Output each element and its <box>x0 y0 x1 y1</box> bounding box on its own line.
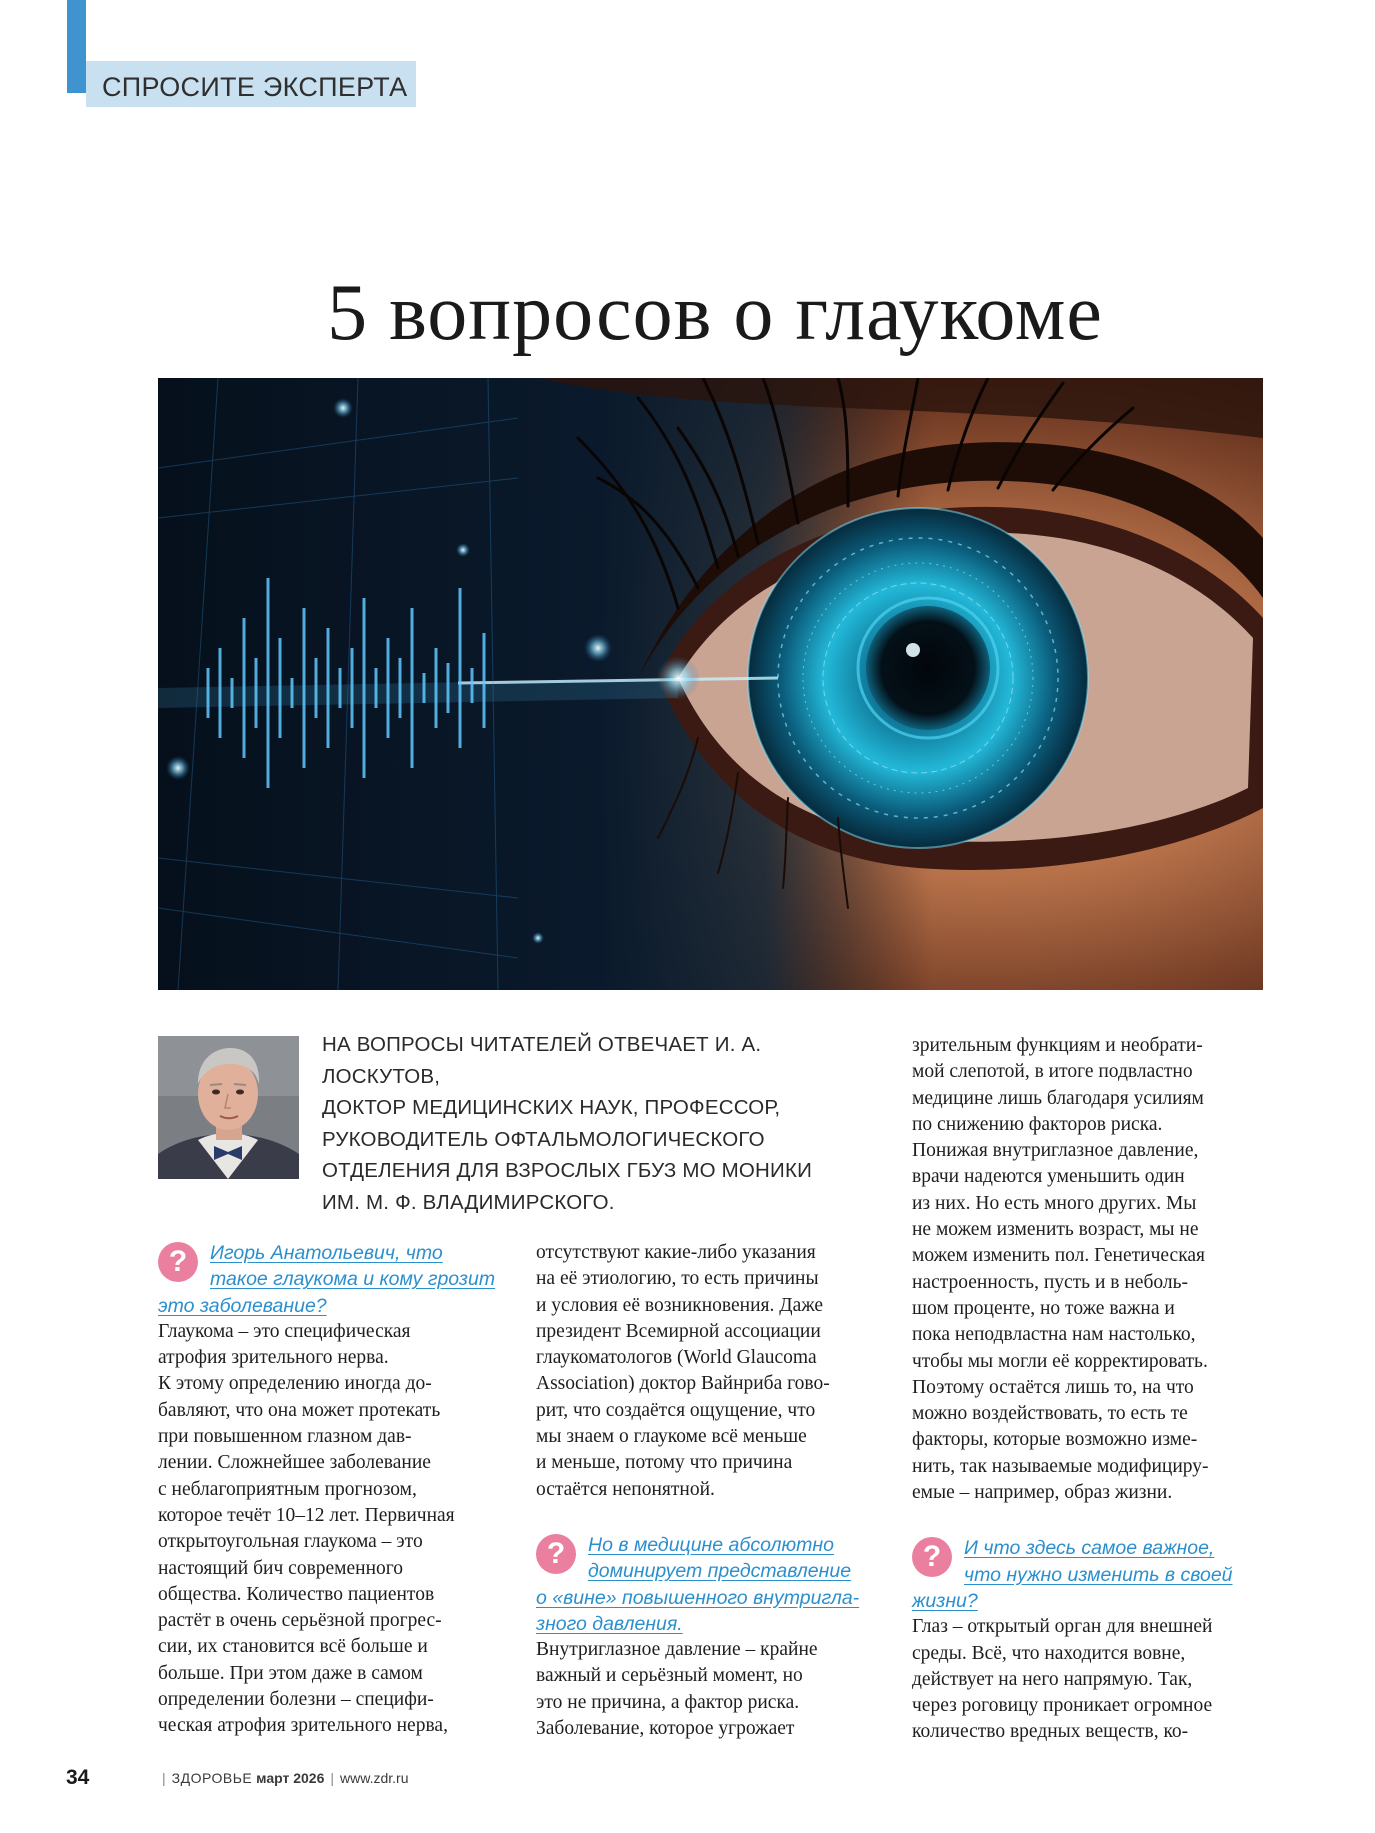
text-line: Поэтому остаётся лишь то, на что <box>912 1376 1194 1398</box>
text-line: из них. Но есть много других. Мы <box>912 1192 1197 1214</box>
question-3 <box>912 1535 1267 1614</box>
text-line: чтобы мы могли её корректировать. <box>912 1350 1208 1372</box>
question-line: Игорь Анатольевич, что <box>210 1242 443 1264</box>
magazine-name: ЗДОРОВЬЕ <box>171 1770 253 1786</box>
text-line: нить, так называемые модифициру- <box>912 1455 1209 1477</box>
text-line: бавляют, что она может протекать <box>158 1399 441 1421</box>
text-line: ческая атрофия зрительного нерва, <box>158 1715 448 1737</box>
text-line: через роговицу проникает огромное <box>912 1695 1213 1717</box>
question-line: о «вине» повышенного внутригла- <box>536 1586 860 1609</box>
text-column-2 <box>536 1240 886 1742</box>
text-line: медицине лишь благодаря усилиям <box>912 1087 1204 1109</box>
text-line: Заболевание, которое угрожает <box>536 1718 795 1740</box>
question-1 <box>158 1240 513 1319</box>
text-column-3 <box>912 1033 1267 1746</box>
text-line: можно воздействовать, то есть те <box>912 1403 1188 1425</box>
author-portrait <box>158 1036 299 1179</box>
text-line: атрофия зрительного нерва. <box>158 1347 389 1369</box>
text-line: важный и серьёзный момент, но <box>536 1665 803 1687</box>
text-line: остаётся непонятной. <box>536 1478 715 1500</box>
issue-date: март 2026 <box>256 1770 325 1786</box>
author-caption <box>322 1029 882 1218</box>
text-line: президент Всемирной ассоциации <box>536 1320 821 1342</box>
site-link[interactable]: www.zdr.ru <box>340 1770 409 1786</box>
text-line: Понижая внутриглазное давление, <box>912 1140 1199 1162</box>
question-line: И что здесь самое важное, <box>964 1537 1215 1560</box>
text-line: и условия её возникновения. Даже <box>536 1294 824 1316</box>
text-line: можем изменить пол. Генетическая <box>912 1245 1206 1267</box>
text-line: среды. Всё, что находится вовне, <box>912 1642 1186 1664</box>
text-line: сии, их становится всё больше и <box>158 1636 428 1658</box>
text-line: растёт в очень серьёзной прогрес- <box>158 1610 442 1632</box>
text-line: лении. Сложнейшее заболевание <box>158 1452 431 1474</box>
answer-2-continued <box>912 1033 1267 1506</box>
text-line: количество вредных веществ, ко- <box>912 1721 1189 1743</box>
text-line: Глаз – открытый орган для внешней <box>912 1616 1213 1638</box>
text-line: которое течёт 10–12 лет. Первичная <box>158 1504 455 1526</box>
answer-3 <box>912 1614 1267 1745</box>
text-line: емые – например, образ жизни. <box>912 1482 1173 1504</box>
caption-line: РУКОВОДИТЕЛЬ ОФТАЛЬМОЛОГИЧЕСКОГО <box>322 1127 765 1151</box>
text-line: по снижению факторов риска. <box>912 1113 1163 1135</box>
footer: | ЗДОРОВЬЕ март 2026 | www.zdr.ru <box>162 1770 409 1786</box>
caption-line: ДОКТОР МЕДИЦИНСКИХ НАУК, ПРОФЕССОР, <box>322 1096 781 1119</box>
caption-line: ИМ. М. Ф. ВЛАДИМИРСКОГО. <box>322 1190 615 1214</box>
text-line: общества. Количество пациентов <box>158 1583 435 1605</box>
answer-1-continued <box>536 1240 886 1503</box>
author-photo <box>158 1036 299 1179</box>
text-line: с неблагоприятным прогнозом, <box>158 1478 417 1500</box>
text-line: К этому определению иногда до- <box>158 1373 432 1395</box>
hero-image <box>158 378 1263 990</box>
text-column-1 <box>158 1240 513 1740</box>
question-mark-icon: ? <box>158 1242 198 1282</box>
text-line: действует на него напрямую. Так, <box>912 1668 1193 1690</box>
page-number: 34 <box>66 1766 90 1789</box>
caption-line: ОТДЕЛЕНИЯ ДЛЯ ВЗРОСЛЫХ ГБУЗ МО МОНИКИ <box>322 1159 813 1182</box>
text-line: мы знаем о глаукоме всё меньше <box>536 1426 807 1448</box>
text-line: настроенность, пусть и в неболь- <box>912 1271 1188 1293</box>
rubric-label: СПРОСИТЕ ЭКСПЕРТА <box>102 72 408 102</box>
text-line: врачи надеются уменьшить один <box>912 1166 1185 1188</box>
caption-line: НА ВОПРОСЫ ЧИТАТЕЛЕЙ ОТВЕЧАЕТ И. А. ЛОСКУТОВ, <box>322 1033 762 1088</box>
text-line: при повышенном глазном дав- <box>158 1426 412 1448</box>
question-mark-icon: ? <box>536 1534 576 1574</box>
text-line: и меньше, потому что причина <box>536 1452 793 1474</box>
text-line: мой слепотой, в итоге подвластно <box>912 1061 1193 1083</box>
text-line: Внутриглазное давление – крайне <box>536 1639 818 1661</box>
question-line: зного давления. <box>536 1612 683 1635</box>
question-line: жизни? <box>912 1589 978 1612</box>
text-line: открытоугольная глаукома – это <box>158 1531 423 1553</box>
text-line: это не причина, а фактор риска. <box>536 1691 800 1713</box>
text-line: отсутствуют какие-либо указания <box>536 1242 816 1263</box>
question-line: это заболевание? <box>158 1294 327 1317</box>
answer-1 <box>158 1319 513 1740</box>
text-line: на её этиологию, то есть причины <box>536 1268 819 1290</box>
question-line: Но в медицине абсолютно <box>588 1533 835 1556</box>
text-line: пока неподвластна нам настолько, <box>912 1324 1196 1346</box>
text-line: шом проценте, но тоже важна и <box>912 1297 1175 1319</box>
text-line: не можем изменить возраст, мы не <box>912 1219 1199 1241</box>
text-line: глаукоматологов (World Glaucoma <box>536 1347 817 1369</box>
question-2 <box>536 1532 886 1637</box>
eye-illustration <box>158 378 1263 990</box>
rubric-accent-bar <box>67 0 86 93</box>
answer-2 <box>536 1637 886 1742</box>
text-line: зрительным функциям и необрати- <box>912 1035 1203 1056</box>
question-mark-icon: ? <box>912 1537 952 1577</box>
text-line: Глаукома – это специфическая <box>158 1320 411 1342</box>
text-line: больше. При этом даже в самом <box>158 1662 423 1684</box>
question-line: что нужно изменить в своей <box>964 1563 1233 1586</box>
text-line: Association) доктор Вайнриба гово- <box>536 1373 830 1395</box>
question-line: такое глаукома и кому грозит <box>210 1268 496 1291</box>
text-line: факторы, которые возможно изме- <box>912 1429 1198 1451</box>
text-line: настоящий бич современного <box>158 1557 404 1579</box>
question-line: доминирует представление <box>588 1560 852 1583</box>
text-line: определении болезни – специфи- <box>158 1689 434 1711</box>
article-title: 5 вопросов о глаукоме <box>327 269 1103 357</box>
text-line: рит, что создаётся ощущение, что <box>536 1399 816 1421</box>
